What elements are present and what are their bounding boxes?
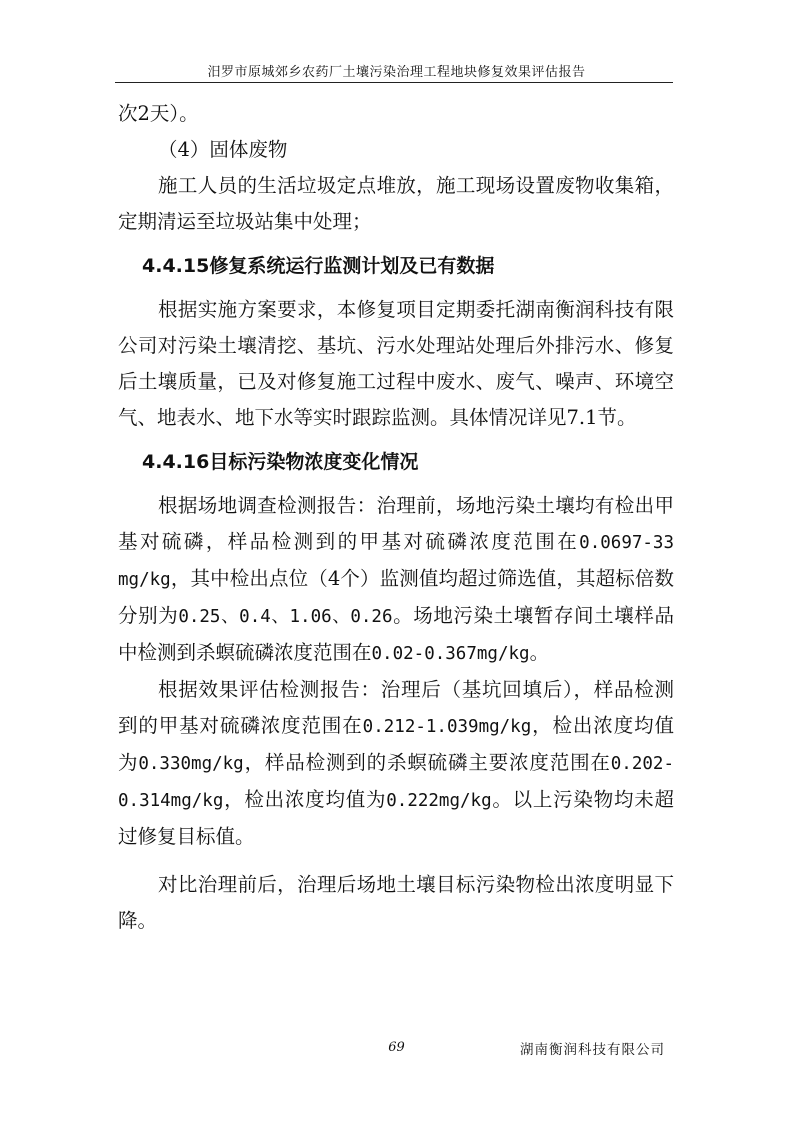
text-segment: ，样品检测到的杀螟硫磷主要浓度范围在 — [243, 751, 611, 774]
text-segment: 。 — [529, 641, 550, 664]
paragraph-continuation: 次2天）。 — [118, 102, 199, 125]
value-range: 0.212-1.039mg/kg — [362, 717, 532, 737]
footer-company-name: 湖南衡润科技有限公司 — [520, 1042, 665, 1058]
paragraph-monitoring-plan: 根据实施方案要求，本修复项目定期委托湖南衡润科技有限公司对污染土壤清挖、基坑、污水处理站处理后外排污水、修复后土壤质量，已及对修复施工过程中废水、废气、噪声、环境空气、地表水、地下水等实时跟踪监测。具体情况详见7.1节。 — [118, 298, 674, 429]
subsection-solid-waste: （4）固体废物 — [158, 138, 288, 161]
paragraph-before-treatment — [118, 488, 674, 672]
paragraph-comparison: 对比治理前后，治理后场地土壤目标污染物检出浓度明显下降。 — [118, 873, 674, 932]
value-range: 0.202-0.314mg/kg — [118, 754, 674, 811]
text-segment: 根据场地调查检测报告：治理前，场地污染土壤均有检出甲基对硫磷，样品检测到的甲基对硫磷浓度范围在 — [118, 494, 674, 553]
text-segment: ，检出浓度均值为 — [223, 788, 387, 811]
value-mean: 0.330mg/kg — [138, 754, 244, 774]
text-segment: 。以上污染物均未超过修复目标值。 — [118, 788, 674, 848]
page-header-title: 汨罗市原城郊乡农药厂土壤污染治理工程地块修复效果评估报告 — [207, 65, 586, 80]
section-heading-4-4-16: 4.4.16目标污染物浓度变化情况 — [142, 451, 419, 473]
text-segment: 根据效果评估检测报告：治理后（基坑回填后），样品检测到的甲基对硫磷浓度范围在 — [118, 678, 674, 737]
text-segment: ，检出浓度均值为 — [118, 714, 674, 774]
value-range: 0.02-0.367mg/kg — [371, 644, 530, 664]
text-segment: ，其中检出点位（4个）监测值均超过筛选值，其超标倍数分别为 — [118, 567, 674, 627]
value-range: 0.0697-33 mg/kg — [118, 533, 674, 590]
paragraph-solid-waste: 施工人员的生活垃圾定点堆放，施工现场设置废物收集箱，定期清运至垃圾站集中处理； — [118, 174, 674, 233]
value-mean: 0.222mg/kg — [386, 791, 492, 811]
value-multiples: 0.25、0.4、1.06、0.26 — [178, 607, 393, 627]
paragraph-after-treatment — [118, 672, 674, 855]
header-divider — [115, 82, 673, 83]
page-number: 69 — [388, 1040, 405, 1055]
section-heading-4-4-15: 4.4.15修复系统运行监测计划及已有数据 — [142, 255, 495, 277]
document-body — [118, 96, 674, 939]
text-segment: 。场地污染土壤暂存间土壤样品中检测到杀螟硫磷浓度范围在 — [118, 604, 674, 664]
